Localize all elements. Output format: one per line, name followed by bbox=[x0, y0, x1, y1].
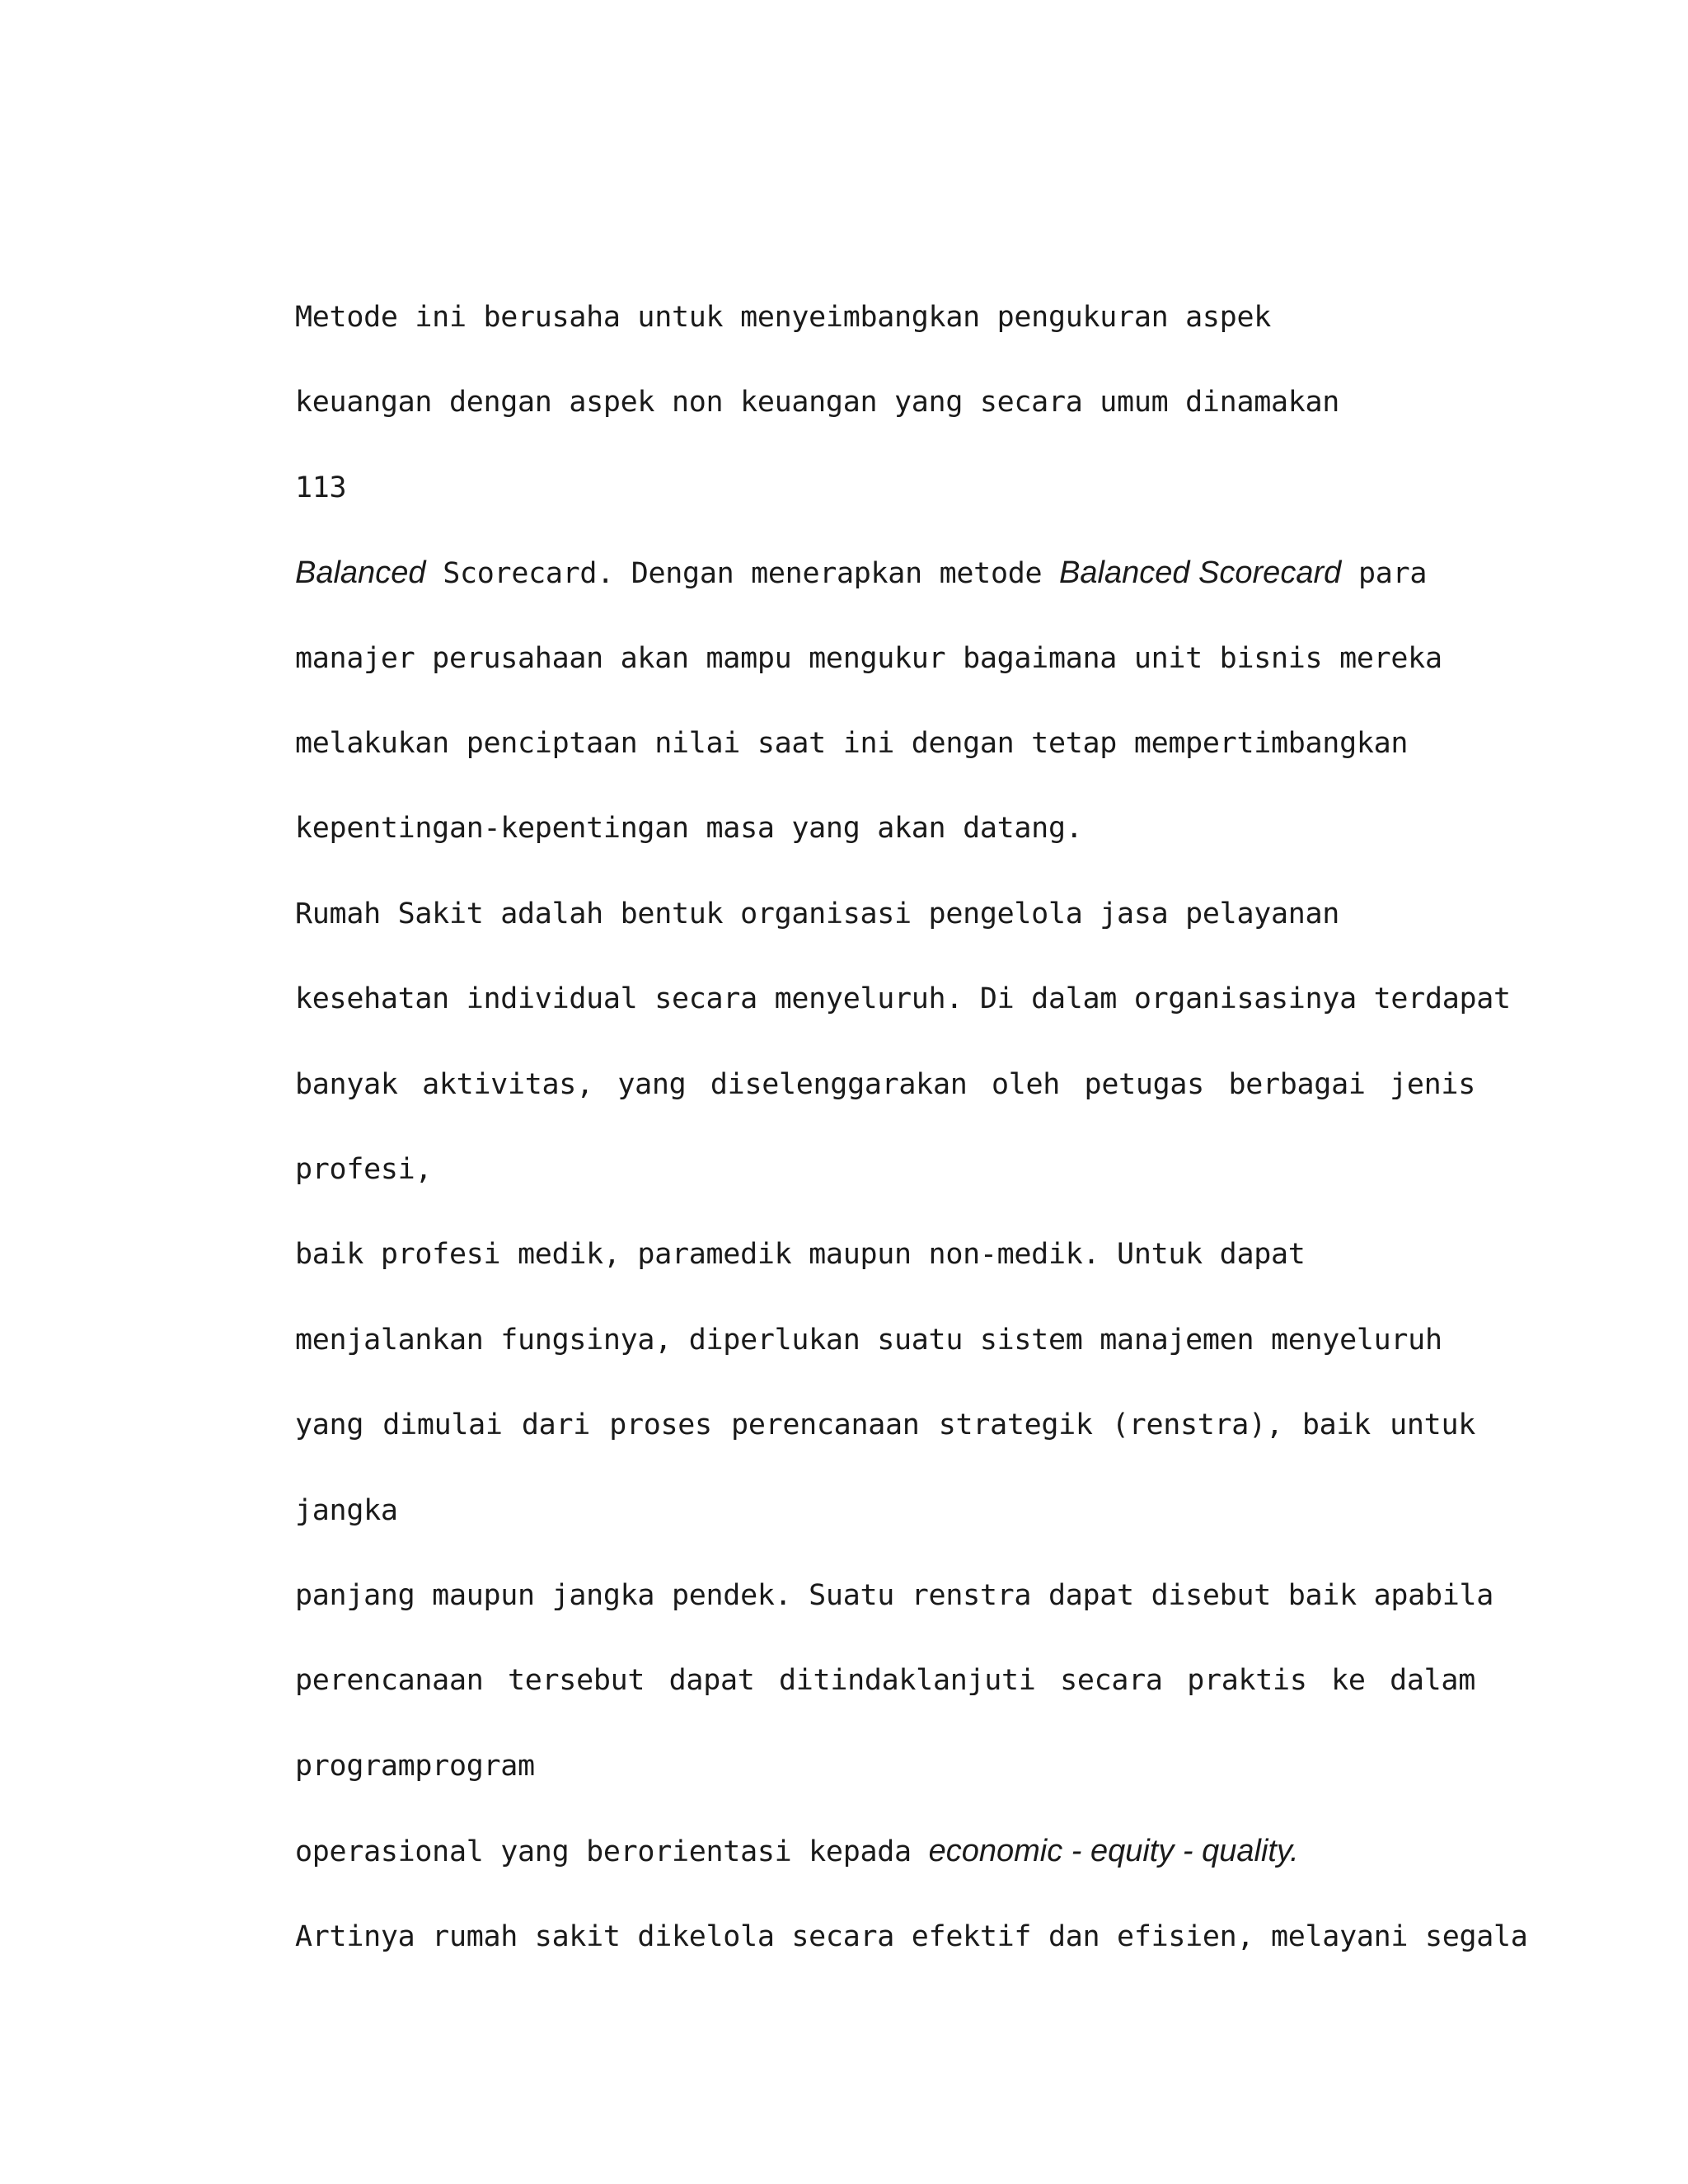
text-line: keuangan dengan aspek non keuangan yang secara umum dinamakan bbox=[295, 386, 1340, 419]
text-line bbox=[295, 1661, 1475, 1699]
text-run: operasional yang berorientasi kepada bbox=[295, 1835, 929, 1868]
italic-term: Balanced Scorecard bbox=[1059, 555, 1342, 590]
text-line: kesehatan individual secara menyeluruh. Di dalam organisasinya terdapat bbox=[295, 982, 1511, 1015]
word: petugas bbox=[1084, 1068, 1204, 1101]
word: yang bbox=[295, 1408, 364, 1441]
text-line: 113 bbox=[295, 471, 347, 504]
word: berbagai bbox=[1228, 1068, 1366, 1101]
text-line: Metode ini berusaha untuk menyeimbangkan pengukuran aspek bbox=[295, 301, 1271, 334]
word: tersebut bbox=[507, 1664, 645, 1697]
word: oleh bbox=[991, 1068, 1061, 1101]
text-line: menjalankan fungsinya, diperlukan suatu sistem manajemen menyeluruh bbox=[295, 1324, 1442, 1357]
text-line: panjang maupun jangka pendek. Suatu renstra dapat disebut baik apabila bbox=[295, 1579, 1494, 1612]
word: dimulai bbox=[382, 1408, 503, 1441]
italic-term: Balanced bbox=[295, 555, 426, 590]
word: aktivitas, bbox=[422, 1068, 593, 1101]
text-line bbox=[295, 1832, 1482, 1871]
text-line bbox=[295, 554, 1482, 593]
text-line: Artinya rumah sakit dikelola secara efektif dan efisien, melayani segala bbox=[295, 1920, 1528, 1953]
text-line: Rumah Sakit adalah bentuk organisasi pengelola jasa pelayanan bbox=[295, 898, 1340, 930]
word: yang bbox=[617, 1068, 687, 1101]
word: diselenggarakan bbox=[710, 1068, 968, 1101]
text-line bbox=[295, 1406, 1475, 1444]
word: banyak bbox=[295, 1068, 398, 1101]
word: (renstra), bbox=[1111, 1408, 1283, 1441]
word: dalam bbox=[1390, 1664, 1475, 1697]
text-line: melakukan penciptaan nilai saat ini dengan tetap mempertimbangkan bbox=[295, 727, 1409, 760]
word: ke bbox=[1331, 1664, 1366, 1697]
italic-term: economic - equity - quality. bbox=[928, 1834, 1299, 1868]
word: dari bbox=[521, 1408, 590, 1441]
text-run: Scorecard. Dengan menerapkan metode bbox=[425, 557, 1060, 590]
text-line: manajer perusahaan akan mampu mengukur bagaimana unit bisnis mereka bbox=[295, 642, 1442, 675]
word: perencanaan bbox=[731, 1408, 920, 1441]
word: secara bbox=[1060, 1664, 1163, 1697]
word: ditindaklanjuti bbox=[779, 1664, 1036, 1697]
word: jenis bbox=[1390, 1068, 1475, 1101]
word: dapat bbox=[668, 1664, 755, 1697]
word: strategik bbox=[938, 1408, 1093, 1441]
text-line: jangka bbox=[295, 1494, 398, 1527]
word: proses bbox=[609, 1408, 712, 1441]
word: untuk bbox=[1390, 1408, 1475, 1441]
word: perencanaan bbox=[295, 1664, 484, 1697]
word: baik bbox=[1301, 1408, 1371, 1441]
text-line bbox=[295, 1066, 1475, 1104]
text-line: baik profesi medik, paramedik maupun non-medik. Untuk dapat bbox=[295, 1238, 1306, 1271]
word: praktis bbox=[1187, 1664, 1307, 1697]
text-run: para bbox=[1341, 557, 1428, 590]
text-line: kepentingan-kepentingan masa yang akan datang. bbox=[295, 812, 1083, 845]
text-line: programprogram bbox=[295, 1750, 535, 1783]
text-line: profesi, bbox=[295, 1153, 433, 1186]
